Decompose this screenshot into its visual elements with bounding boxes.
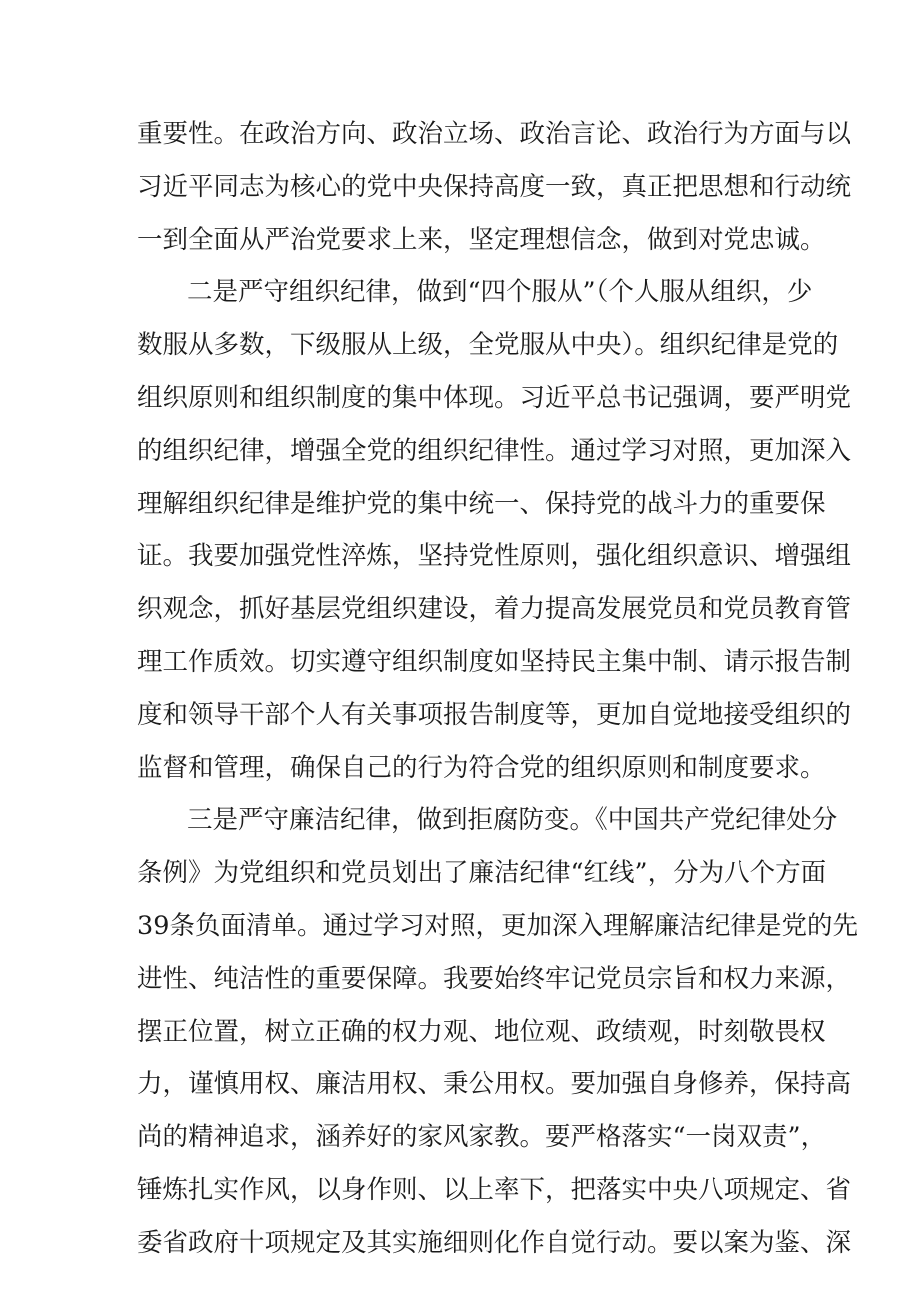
- text-line: 组织原则和组织制度的集中体现。习近平总书记强调，要严明党: [137, 382, 852, 413]
- text-line: 一到全面从严治党要求上来，坚定理想信念，做到对党忠诚。: [137, 224, 826, 255]
- text-line: 摆正位置，树立正确的权力观、地位观、政绩观，时刻敬畏权: [137, 1016, 826, 1047]
- text-line: 锤炼扎实作风，以身作则、以上率下，把落实中央八项规定、省: [137, 1174, 852, 1205]
- text-line: 的组织纪律，增强全党的组织纪律性。通过学习对照，更加深入: [137, 435, 852, 466]
- text-line: 39条负面清单。通过学习对照，更加深入理解廉洁纪律是党的先: [137, 910, 858, 941]
- text-line: 数服从多数，下级服从上级，全党服从中央）。组织纪律是党的: [137, 330, 839, 361]
- document-body: [137, 108, 858, 1270]
- text-line: 证。我要加强党性淬炼，坚持党性原则，强化组织意识、增强组: [137, 541, 852, 572]
- text-line: 进性、纯洁性的重要保障。我要始终牢记党员宗旨和权力来源，: [137, 963, 852, 994]
- text-line: 织观念，抓好基层党组织建设，着力提高发展党员和党员教育管: [137, 594, 852, 625]
- text-line: 度和领导干部个人有关事项报告制度等，更加自觉地接受组织的: [137, 699, 852, 730]
- text-line: 尚的精神追求，涵养好的家风家教。要严格落实“一岗双责”，: [137, 1122, 827, 1153]
- text-line: 力，谨慎用权、廉洁用权、秉公用权。要加强自身修养，保持高: [137, 1069, 852, 1100]
- text-line: 委省政府十项规定及其实施细则化作自觉行动。要以案为鉴、深: [137, 1227, 852, 1258]
- paragraph-start-line: 二是严守组织纪律，做到“四个服从”（个人服从组织，少: [187, 277, 813, 308]
- text-line: 习近平同志为核心的党中央保持高度一致，真正把思想和行动统: [137, 171, 852, 202]
- paragraph-start-line: 三是严守廉洁纪律，做到拒腐防变。《中国共产党纪律处分: [187, 805, 838, 836]
- text-line: 重要性。在政治方向、政治立场、政治言论、政治行为方面与以: [137, 119, 852, 149]
- text-line: 监督和管理，确保自己的行为符合党的组织原则和制度要求。: [137, 752, 826, 783]
- text-line: 理解组织纪律是维护党的集中统一、保持党的战斗力的重要保: [137, 488, 826, 519]
- text-line: 条例》为党组织和党员划出了廉洁纪律“红线”，分为八个方面: [137, 858, 827, 889]
- text-line: 理工作质效。切实遵守组织制度如坚持民主集中制、请示报告制: [137, 646, 852, 677]
